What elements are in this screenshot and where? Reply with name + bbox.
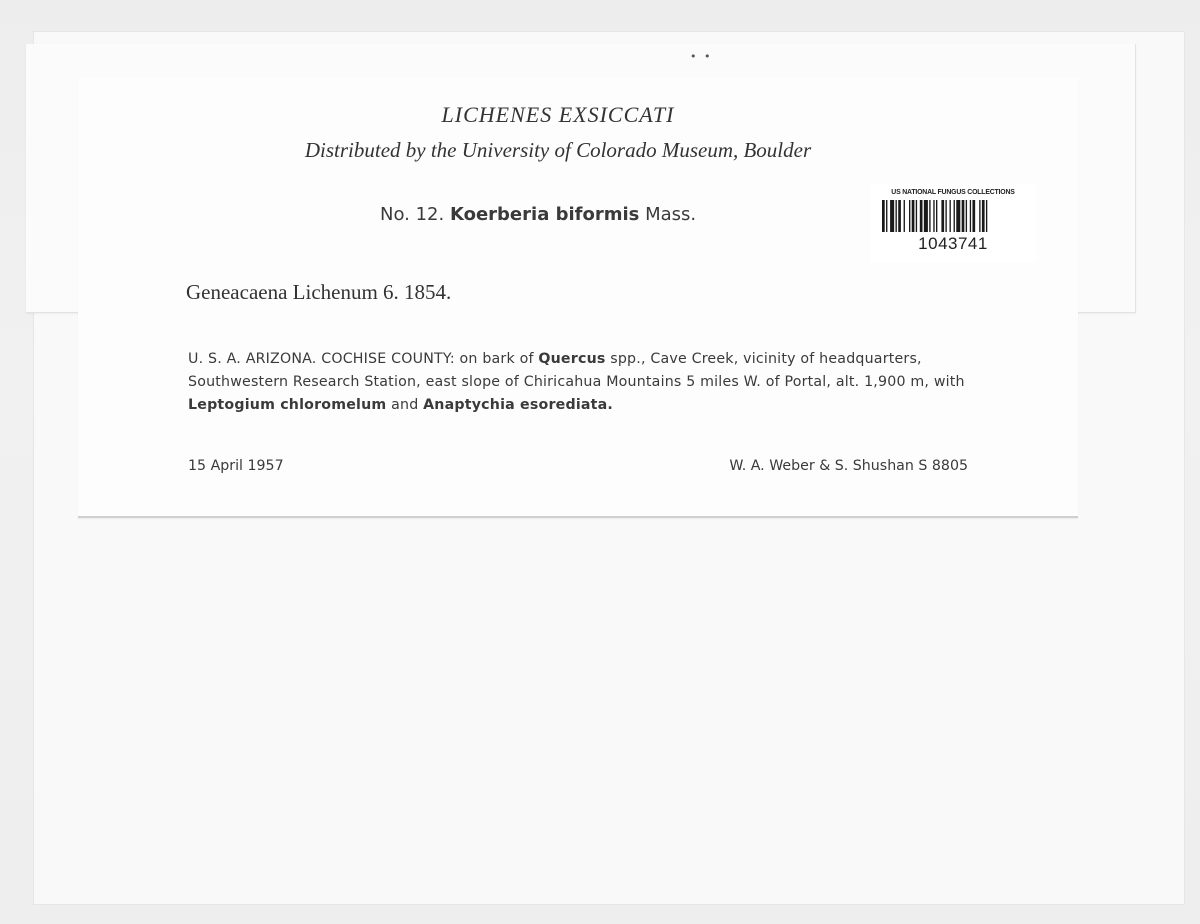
associate-species-2: Anaptychia esorediata. — [423, 397, 614, 413]
barcode-bars-icon — [882, 200, 1024, 232]
species-line — [380, 204, 696, 225]
host-name: Quercus — [538, 351, 606, 367]
locality-part-1: U. S. A. ARIZONA. COCHISE COUNTY: on bark of — [188, 351, 539, 367]
label-subtitle: Distributed by the University of Colorado Museum, Boulder — [304, 138, 812, 162]
species-name: Koerberia biformis — [449, 204, 640, 225]
species-number: No. 12. — [380, 204, 445, 225]
publication-citation: Geneacaena Lichenum 6. 1854. — [186, 280, 452, 304]
barcode-title: US NATIONAL FUNGUS COLLECTIONS — [891, 187, 1015, 196]
label-title: LICHENES EXSICCATI — [441, 102, 675, 127]
locality-part-2: spp., Cave Creek, vicinity of headquarters, Southwestern Research Station, east slope of Chiricahua Mountains 5 miles W. of Portal, alt. 1,900 m, with — [188, 351, 965, 390]
sheet-mark: • • — [690, 50, 713, 63]
collection-date: 15 April 1957 — [188, 458, 284, 474]
collector-number: W. A. Weber & S. Shushan S 8805 — [729, 458, 968, 474]
barcode-label — [870, 184, 1036, 262]
locality-part-3: and — [386, 397, 424, 413]
associate-species-1: Leptogium chloromelum — [188, 397, 387, 413]
locality-text — [188, 348, 968, 417]
barcode-number: 1043741 — [918, 234, 988, 253]
packet-flap-edge — [1135, 44, 1136, 312]
specimen-label — [78, 78, 1078, 518]
species-author: Mass. — [645, 204, 697, 225]
